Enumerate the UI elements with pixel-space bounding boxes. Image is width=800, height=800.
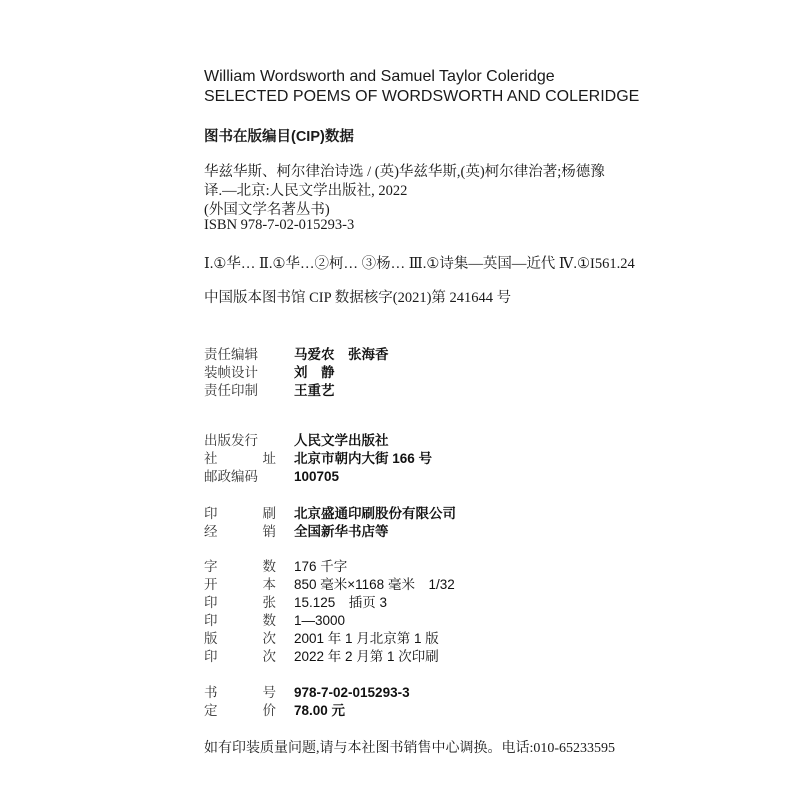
quality-notice: 如有印装质量问题,请与本社图书销售中心调换。电话:010-65233595 [204,741,616,756]
label-char: 经 [204,524,218,539]
credit-label: 装帧设计 [204,365,258,380]
address-label [204,450,294,468]
spec-row-print-run [204,612,345,630]
spec-label [204,612,294,630]
spec-row-impression [204,648,439,666]
price-label [204,702,294,720]
postcode-row [204,468,339,486]
distributor-label [204,523,294,541]
price-row [204,702,345,720]
label-char: 字 [204,559,218,574]
label-char: 价 [262,703,276,718]
label-char: 数 [262,559,276,574]
label-char: 印 [204,595,218,610]
label-char: 本 [262,577,276,592]
credit-value: 王重艺 [294,383,335,398]
spec-value: 1—3000 [294,613,346,628]
printer-label [204,505,294,523]
book-number-row [204,684,410,702]
label-char: 址 [262,451,276,466]
label-char: 销 [262,524,276,539]
label-char: 刷 [262,506,276,521]
label-char: 号 [262,685,276,700]
label-char: 次 [262,649,276,664]
credit-row-editor [204,346,389,364]
credit-label: 责任印制 [204,383,258,398]
spec-label [204,648,294,666]
label-char: 版 [204,631,218,646]
spec-value: 2022 年 2 月第 1 次印刷 [294,649,439,664]
publisher-row [204,432,389,450]
spec-value: 176 千字 [294,559,348,574]
postcode-label: 邮政编码 [204,469,258,484]
label-char: 印 [204,613,218,628]
spec-row-edition [204,630,439,648]
postcode-value: 100705 [294,469,340,484]
credit-value: 马爱农 张海香 [294,347,389,362]
spec-label [204,576,294,594]
spec-label [204,558,294,576]
authors-english: William Wordsworth and Samuel Taylor Coleridge [204,68,555,85]
cip-line-2: 译.—北京:人民文学出版社, 2022 [204,183,408,199]
label-char: 印 [204,649,218,664]
cip-isbn: ISBN 978-7-02-015293-3 [204,217,355,233]
credit-value: 刘 静 [294,365,335,380]
distributor-row [204,523,389,541]
credit-row-designer [204,364,335,382]
spec-label [204,594,294,612]
label-char: 社 [204,451,218,466]
publisher-value: 人民文学出版社 [294,433,389,448]
spec-row-word-count [204,558,347,576]
label-char: 开 [204,577,218,592]
address-row [204,450,432,468]
publisher-label: 出版发行 [204,433,258,448]
spec-value: 850 毫米×1168 毫米 1/32 [294,577,455,592]
distributor-value: 全国新华书店等 [294,524,389,539]
label-char: 印 [204,506,218,521]
cip-heading: 图书在版编目(CIP)数据 [204,129,354,145]
printer-row [204,505,456,523]
label-char: 张 [262,595,276,610]
label-char: 书 [204,685,218,700]
cip-line-1: 华兹华斯、柯尔律治诗选 / (英)华兹华斯,(英)柯尔律治著;杨德豫 [204,164,605,180]
cip-series: (外国文学名著丛书) [204,202,330,218]
address-value: 北京市朝内大街 166 号 [294,451,433,466]
label-char: 定 [204,703,218,718]
spec-value: 15.125 插页 3 [294,595,388,610]
label-char: 数 [262,613,276,628]
book-number-label [204,684,294,702]
spec-value: 2001 年 1 月北京第 1 版 [294,631,439,646]
spec-row-format [204,576,455,594]
cip-approval-number: 中国版本图书馆 CIP 数据核字(2021)第 241644 号 [204,290,512,306]
credit-row-printing-supervisor [204,382,335,400]
title-english: SELECTED POEMS OF WORDSWORTH AND COLERIDGE [204,88,640,105]
printer-value: 北京盛通印刷股份有限公司 [294,506,456,521]
credit-label: 责任编辑 [204,347,258,362]
price-value: 78.00 元 [294,703,346,718]
label-char: 次 [262,631,276,646]
spec-label [204,630,294,648]
spec-row-sheets [204,594,387,612]
cip-classification: Ⅰ.①华… Ⅱ.①华…②柯… ③杨… Ⅲ.①诗集—英国—近代 Ⅳ.①I561.24 [204,256,635,272]
book-number-value: 978-7-02-015293-3 [294,685,410,700]
